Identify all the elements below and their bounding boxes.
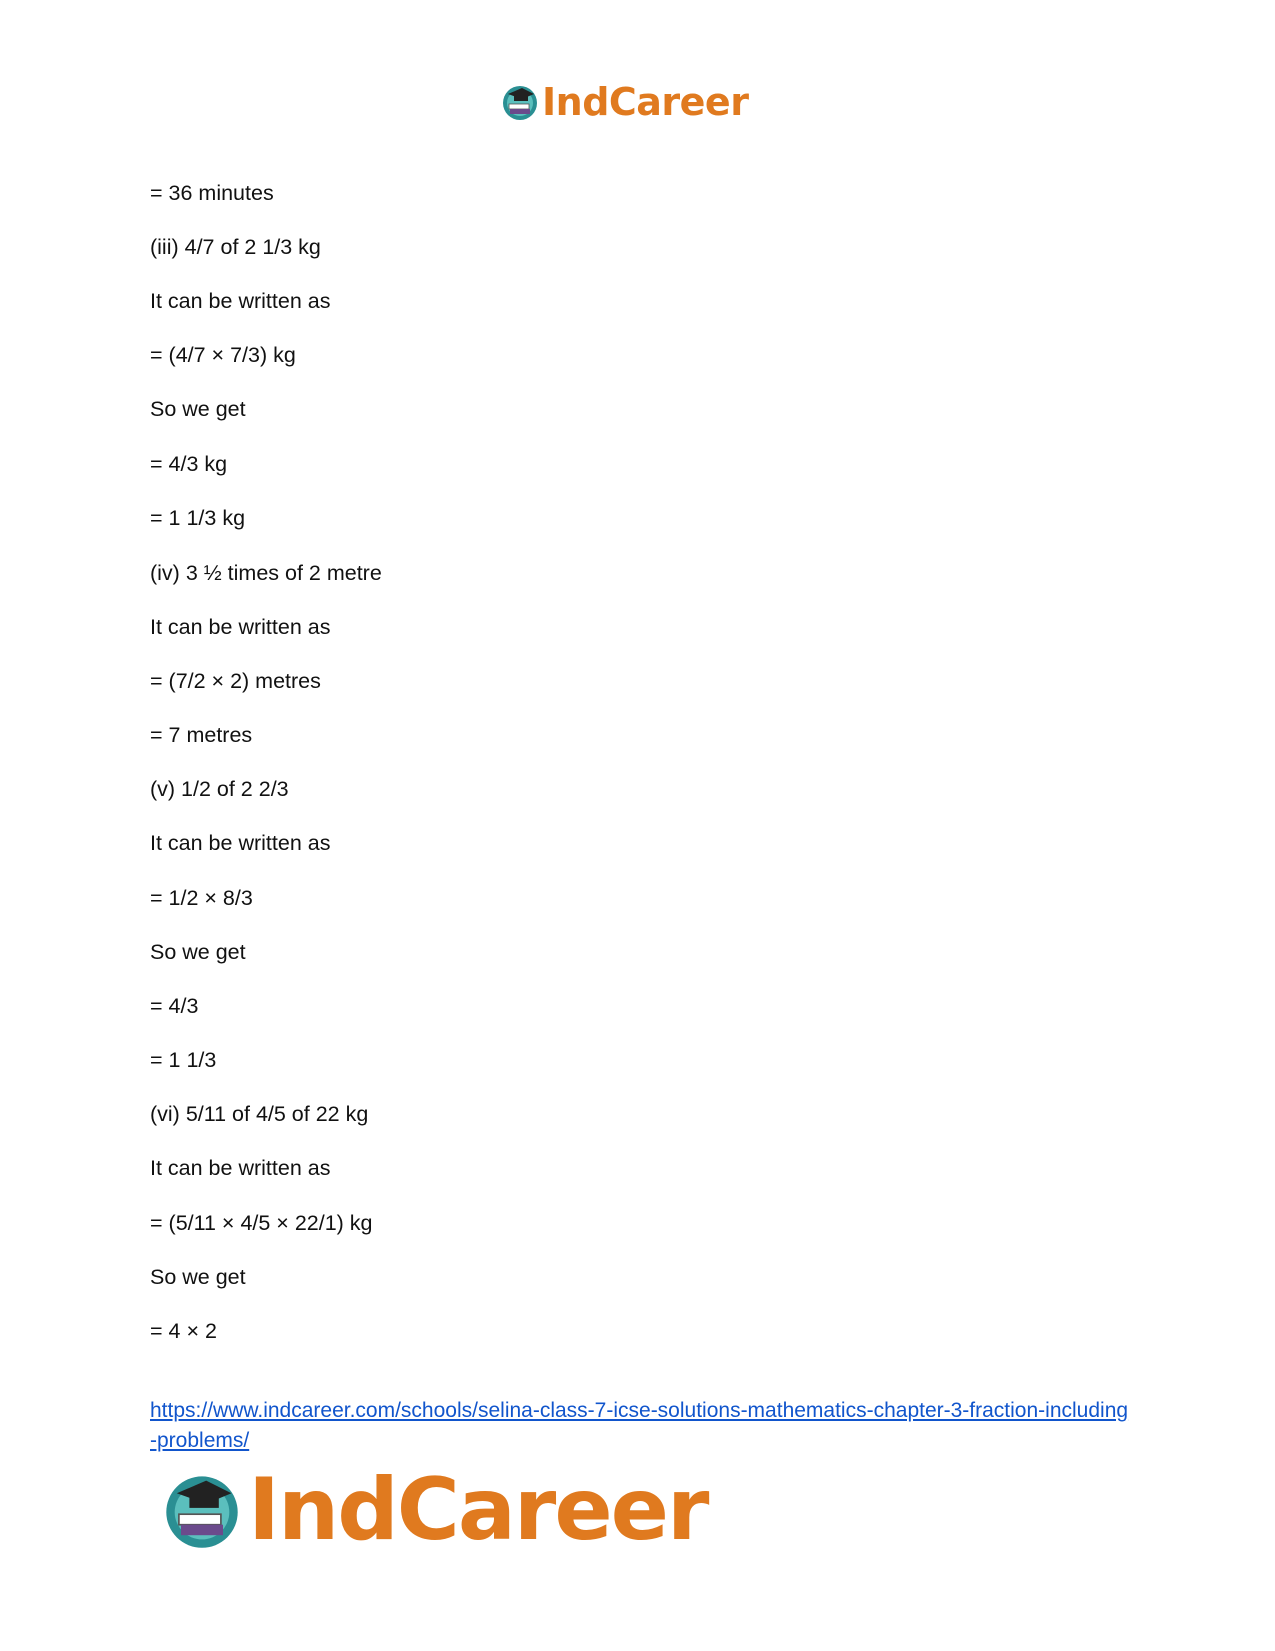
text-line: (v) 1/2 of 2 2/3: [150, 777, 289, 801]
text-line: = 1 1/3: [150, 1048, 217, 1072]
graduation-book-icon: [500, 82, 540, 122]
text-line: = 4/3: [150, 994, 199, 1018]
text-line: = 1 1/3 kg: [150, 506, 246, 530]
text-line: So we get: [150, 397, 246, 421]
text-line: (iv) 3 ½ times of 2 metre: [150, 561, 382, 585]
text-line: = (4/7 × 7/3) kg: [150, 343, 296, 367]
text-line: = 4/3 kg: [150, 452, 228, 476]
text-line: So we get: [150, 940, 246, 964]
text-line: (iii) 4/7 of 2 1/3 kg: [150, 235, 321, 259]
footer-logo: [160, 1460, 707, 1560]
text-line: = 4 × 2: [150, 1319, 217, 1343]
text-line: = (5/11 × 4/5 × 22/1) kg: [150, 1211, 373, 1235]
text-line: (vi) 5/11 of 4/5 of 22 kg: [150, 1102, 369, 1126]
graduation-book-icon: [160, 1468, 244, 1552]
text-line: It can be written as: [150, 289, 331, 313]
text-line: So we get: [150, 1265, 246, 1289]
text-line: It can be written as: [150, 615, 331, 639]
logo-wordmark: IndCareer: [248, 1460, 708, 1560]
text-line: It can be written as: [150, 831, 331, 855]
text-line: It can be written as: [150, 1156, 331, 1180]
text-line: = (7/2 × 2) metres: [150, 669, 321, 693]
source-link[interactable]: https://www.indcareer.com/schools/selina-class-7-icse-solutions-mathematics-chapter-3-fraction-including-problems/: [150, 1399, 1129, 1452]
text-line: = 7 metres: [150, 723, 253, 747]
text-line: = 1/2 × 8/3: [150, 886, 253, 910]
logo-wordmark: IndCareer: [542, 80, 749, 124]
header-logo: [500, 78, 748, 126]
text-line: = 36 minutes: [150, 181, 274, 205]
